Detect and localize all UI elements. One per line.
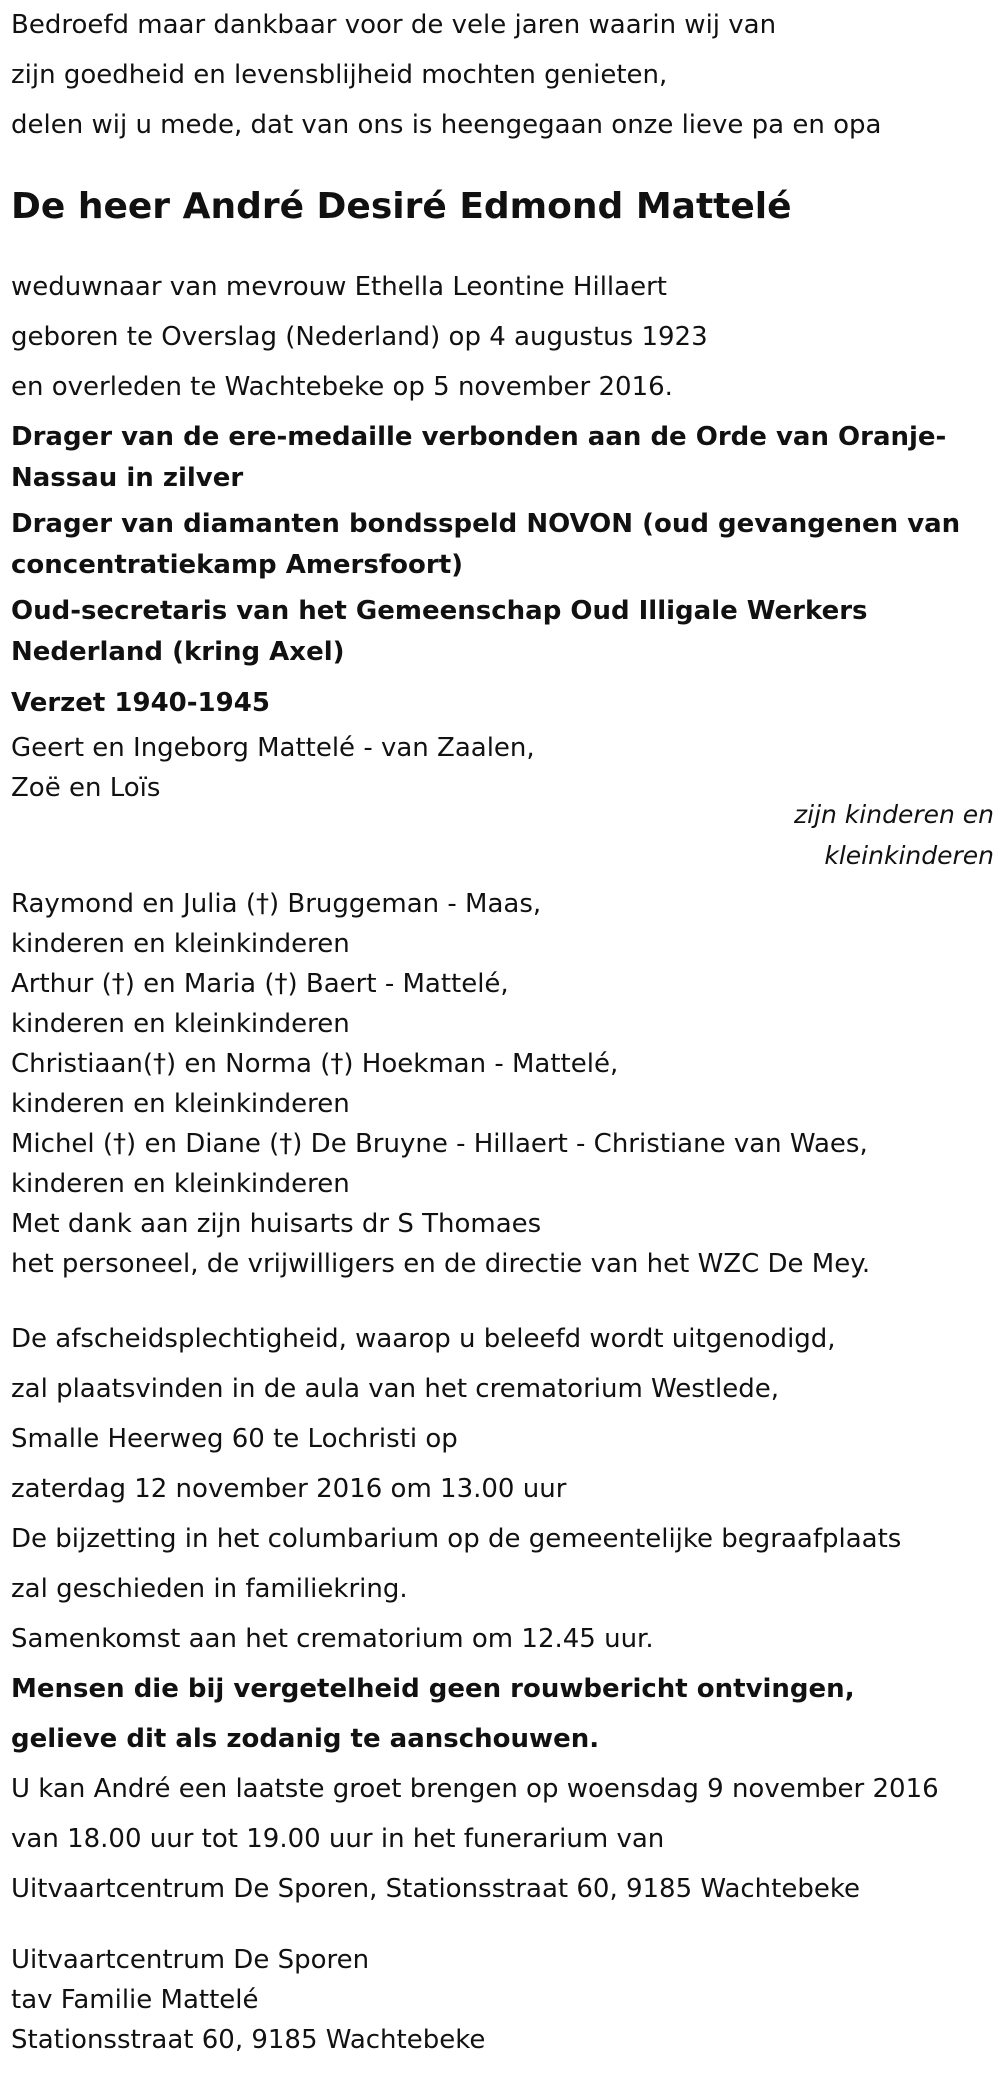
intro-line-2: zijn goedheid en levensblijheid mochten genieten, xyxy=(11,60,668,90)
ceremony-section xyxy=(11,1314,1000,1664)
relatives-line-4: kinderen en kleinkinderen xyxy=(11,1009,350,1039)
honors-section xyxy=(11,417,1000,728)
relatives-line-8: kinderen en kleinkinderen xyxy=(11,1169,350,1199)
intro-line-3: delen wij u mede, dat van ons is heengegaan onze lieve pa en opa xyxy=(11,110,882,140)
intro-section xyxy=(11,0,1000,150)
address-line-1: Uitvaartcentrum De Sporen xyxy=(11,1945,370,1975)
visit-line-2: van 18.00 uur tot 19.00 uur in het funerarium van xyxy=(11,1824,665,1854)
ceremony-line-5: De bijzetting in het columbarium op de gemeentelijke begraafplaats xyxy=(11,1524,902,1554)
notice-line-2: gelieve dit als zodanig te aanschouwen. xyxy=(11,1724,600,1754)
address-line-2: tav Familie Mattelé xyxy=(11,1985,259,2015)
deceased-name: De heer André Desiré Edmond Mattelé xyxy=(11,186,792,227)
children-line-1: Geert en Ingeborg Mattelé - van Zaalen, xyxy=(11,733,535,763)
relatives-line-1: Raymond en Julia (†) Bruggeman - Maas, xyxy=(11,889,542,919)
honor-3: Oud-secretaris van het Gemeenschap Oud Illigale Werkers Nederland (kring Axel) xyxy=(11,596,868,667)
thanks-line-1: Met dank aan zijn huisarts dr S Thomaes xyxy=(11,1209,542,1239)
detail-line-1: weduwnaar van mevrouw Ethella Leontine Hillaert xyxy=(11,272,667,302)
detail-line-2: geboren te Overslag (Nederland) op 4 augustus 1923 xyxy=(11,322,708,352)
honor-1: Drager van de ere-medaille verbonden aan de Orde van Oranje-Nassau in zilver xyxy=(11,422,947,493)
children-note-line-2: kleinkinderen xyxy=(824,841,994,870)
relatives-line-3: Arthur (†) en Maria (†) Baert - Mattelé, xyxy=(11,969,509,999)
relatives-line-5: Christiaan(†) en Norma (†) Hoekman - Mattelé, xyxy=(11,1049,619,1079)
honor-2: Drager van diamanten bondsspeld NOVON (oud gevangenen van concentratiekamp Amersfoort) xyxy=(11,509,961,580)
visit-section xyxy=(11,1764,1000,1914)
details-section xyxy=(11,262,1000,412)
ceremony-line-4: zaterdag 12 november 2016 om 13.00 uur xyxy=(11,1474,567,1504)
children-note-line-1: zijn kinderen en xyxy=(794,800,994,829)
address-line-3: Stationsstraat 60, 9185 Wachtebeke xyxy=(11,2025,486,2055)
thanks-line-2: het personeel, de vrijwilligers en de directie van het WZC De Mey. xyxy=(11,1249,871,1279)
visit-line-3: Uitvaartcentrum De Sporen, Stationsstraat 60, 9185 Wachtebeke xyxy=(11,1874,860,1904)
children-line-2: Zoë en Loïs xyxy=(11,773,161,803)
ceremony-line-3: Smalle Heerweg 60 te Lochristi op xyxy=(11,1424,458,1454)
ceremony-line-2: zal plaatsvinden in de aula van het crematorium Westlede, xyxy=(11,1374,779,1404)
honor-4: Verzet 1940-1945 xyxy=(11,688,270,718)
ceremony-line-6: zal geschieden in familiekring. xyxy=(11,1574,408,1604)
notice-section xyxy=(11,1664,1000,1764)
children-section xyxy=(11,728,1000,876)
notice-line-1: Mensen die bij vergetelheid geen rouwbericht ontvingen, xyxy=(11,1674,855,1704)
relatives-line-6: kinderen en kleinkinderen xyxy=(11,1089,350,1119)
relatives-line-2: kinderen en kleinkinderen xyxy=(11,929,350,959)
ceremony-line-7: Samenkomst aan het crematorium om 12.45 uur. xyxy=(11,1624,654,1654)
visit-line-1: U kan André een laatste groet brengen op woensdag 9 november 2016 xyxy=(11,1774,939,1804)
intro-line-1: Bedroefd maar dankbaar voor de vele jaren waarin wij van xyxy=(11,10,777,40)
relatives-section xyxy=(11,884,1000,1284)
address-section xyxy=(11,1940,1000,2060)
ceremony-line-1: De afscheidsplechtigheid, waarop u beleefd wordt uitgenodigd, xyxy=(11,1324,836,1354)
detail-line-3: en overleden te Wachtebeke op 5 november 2016. xyxy=(11,372,673,402)
relatives-line-7: Michel (†) en Diane (†) De Bruyne - Hillaert - Christiane van Waes, xyxy=(11,1129,868,1159)
